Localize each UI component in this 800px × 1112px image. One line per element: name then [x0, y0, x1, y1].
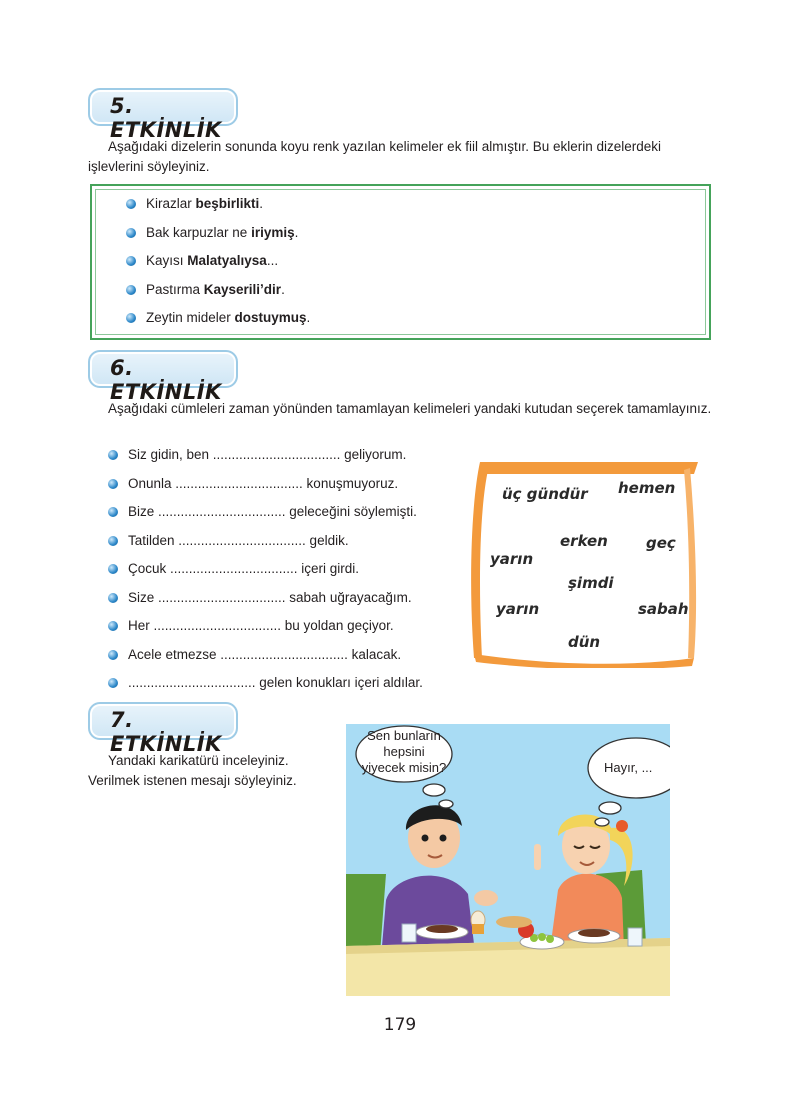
word-option: hemen	[618, 479, 676, 497]
list-item: Siz gidin, ben .................................. geliyorum.	[108, 445, 423, 474]
list-item: Acele etmezse .................................. kalacak.	[108, 645, 423, 674]
word-option: dün	[568, 633, 601, 651]
activity6-list	[108, 445, 423, 702]
bullet-icon	[126, 199, 136, 209]
bullet-icon	[108, 536, 118, 546]
list-item: Zeytin mideler dostuymuş.	[126, 308, 310, 337]
bullet-icon	[126, 313, 136, 323]
activity6-title: 6. ETKİNLİK	[110, 356, 222, 404]
activity5-title: 5. ETKİNLİK	[110, 94, 222, 142]
activity7-instruction-line1: Yandaki karikatürü inceleyiniz.	[108, 753, 289, 768]
activity5-list	[126, 194, 310, 337]
word-option: erken	[560, 532, 608, 550]
list-item: Pastırma Kayseriliʼdir.	[126, 280, 310, 309]
list-item: Çocuk .................................. içeri girdi.	[108, 559, 423, 588]
bullet-icon	[108, 450, 118, 460]
word-option: üç gündür	[502, 485, 588, 503]
list-item: Tatilden .................................. geldik.	[108, 531, 423, 560]
word-option: geç	[646, 534, 676, 552]
word-option: sabah	[638, 600, 689, 618]
activity7-instruction-line2: Verilmek istenen mesajı söyleyiniz.	[88, 773, 297, 788]
list-item: Onunla .................................. konuşmuyoruz.	[108, 474, 423, 503]
bullet-icon	[108, 479, 118, 489]
bullet-icon	[126, 285, 136, 295]
speech-bubble-right: Hayır, ...	[604, 760, 653, 775]
bullet-icon	[108, 650, 118, 660]
bullet-icon	[108, 621, 118, 631]
word-option: yarın	[496, 600, 540, 618]
activity6-instruction: Aşağıdaki cümleleri zaman yönünden tamamlayan kelimeleri yandaki kutudan seçerek tamamlayınız.	[108, 401, 712, 416]
list-item: Kayısı Malatyalıysa...	[126, 251, 310, 280]
word-option: şimdi	[568, 574, 614, 592]
activity7-heading	[88, 702, 238, 756]
list-item: .................................. gelen konukları içeri aldılar.	[108, 673, 423, 702]
activity7-title: 7. ETKİNLİK	[110, 708, 222, 756]
list-item: Size .................................. sabah uğrayacağım.	[108, 588, 423, 617]
activity5-instruction: Aşağıdaki dizelerin sonunda koyu renk yazılan kelimeler ek fiil almıştır. Bu eklerin dizelerdeki işlevlerini söyleyiniz.	[88, 139, 662, 174]
bullet-icon	[108, 678, 118, 688]
list-item: Bak karpuzlar ne iriymiş.	[126, 223, 310, 252]
cartoon-illustration	[346, 724, 670, 996]
page-number: 179	[383, 1015, 417, 1035]
activity5-heading	[88, 88, 238, 142]
speech-bubble-left: Sen bunların hepsini yiyecek misin?	[361, 728, 447, 775]
list-item: Bize .................................. geleceğini söylemişti.	[108, 502, 423, 531]
bullet-icon	[108, 564, 118, 574]
bullet-icon	[126, 256, 136, 266]
bullet-icon	[126, 228, 136, 238]
bullet-icon	[108, 593, 118, 603]
word-option: yarın	[490, 550, 534, 568]
activity6-heading	[88, 350, 238, 404]
word-box	[462, 458, 702, 668]
list-item: Kirazlar beşbirlikti.	[126, 194, 310, 223]
bullet-icon	[108, 507, 118, 517]
list-item: Her .................................. bu yoldan geçiyor.	[108, 616, 423, 645]
